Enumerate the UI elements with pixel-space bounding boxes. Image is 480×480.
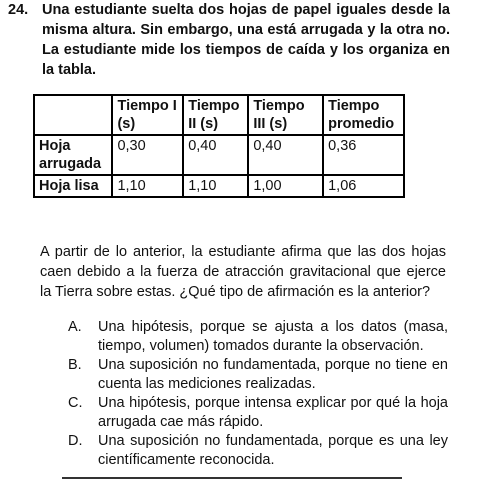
table-cell: 0,36 (323, 135, 404, 175)
cut-off-text-fragment (62, 477, 402, 479)
table-cell: 0,40 (183, 135, 248, 175)
table-row (34, 135, 404, 175)
option-letter: B. (68, 357, 82, 373)
times-table (33, 94, 405, 198)
option-letter: D. (68, 433, 83, 449)
table-row (34, 175, 404, 197)
table-header-cell: Tiempo I (s) (112, 95, 183, 135)
table-header-cell: Tiempo III (s) (248, 95, 323, 135)
table-cell: 1,06 (323, 175, 404, 197)
option-text: Una suposición no fundamentada, porque no tiene en cuenta las mediciones realizadas. (98, 357, 448, 392)
option-text: Una hipótesis, porque intensa explicar por qué la hoja arrugada cae más rápido. (98, 395, 448, 430)
option-c[interactable] (68, 394, 448, 432)
table-cell: 1,00 (248, 175, 323, 197)
table-header-cell (34, 95, 112, 135)
cut-off-text-line (40, 472, 446, 480)
row-label: Hoja arrugada (34, 135, 112, 175)
table-cell: 1,10 (183, 175, 248, 197)
table-header-cell: Tiempo II (s) (183, 95, 248, 135)
table-header-cell: Tiempo promedio (323, 95, 404, 135)
option-b[interactable] (68, 356, 448, 394)
table-cell: 0,30 (112, 135, 183, 175)
question-number: 24. (8, 2, 29, 18)
option-text: Una suposición no fundamentada, porque es una ley científicamente reconocida. (98, 433, 448, 468)
question-stem: Una estudiante suelta dos hojas de papel iguales desde la misma altura. Sin embargo, una está arrugada y la otra no. La estudiante mide los tiempos de caída y los organiza en la tabla. (42, 2, 450, 78)
table-cell: 0,40 (248, 135, 323, 175)
option-d[interactable] (68, 432, 448, 470)
option-text: Una hipótesis, porque se ajusta a los datos (masa, tiempo, volumen) tomados durante la observación. (98, 319, 448, 354)
table-cell: 1,10 (112, 175, 183, 197)
option-a[interactable] (68, 318, 448, 356)
option-letter: A. (68, 319, 82, 335)
row-label: Hoja lisa (34, 175, 112, 197)
question-header (8, 0, 450, 80)
claim-paragraph: A partir de lo anterior, la estudiante afirma que las dos hojas caen debido a la fuerza de atracción gravitacional que ejerce la Tierra sobre estas. ¿Qué tipo de afirmación es la anterior? (40, 244, 446, 300)
option-letter: C. (68, 395, 83, 411)
table-header-row (34, 95, 404, 135)
answer-options (68, 318, 448, 470)
